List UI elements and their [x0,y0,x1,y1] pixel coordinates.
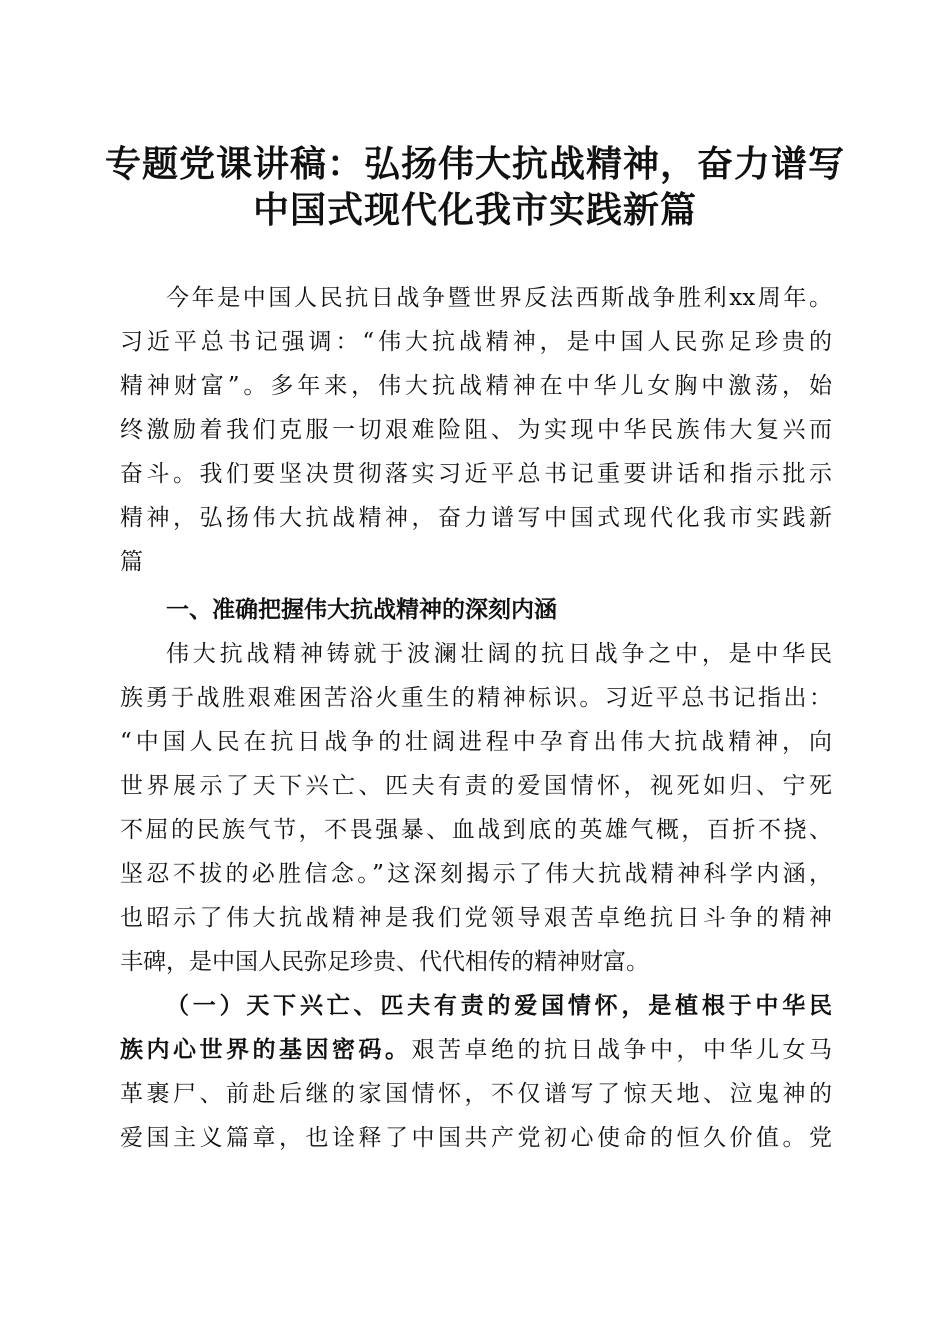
text-line: 奋斗。我们要坚决贯彻落实习近平总书记重要讲话和指示批示 [120,461,832,487]
text-line: “中国人民在抗日战争的壮阔进程中孕育出伟大抗战精神，向 [120,729,832,755]
text-line: 伟大抗战精神铸就于波澜壮阔的抗日战争之中，是中华民 [166,641,832,667]
text-line: 丰碑，是中国人民弥足珍贵、代代相传的精神财富。 [120,949,649,975]
document-title-line-1: 专题党课讲稿：弘扬伟大抗战精神，奋力谱写 [104,143,845,185]
text-line: 坚忍不拔的必胜信念。”这深刻揭示了伟大抗战精神科学内涵， [120,861,832,887]
text-span: 艰苦卓绝的抗日战争中，中华儿女马 [411,1037,832,1063]
subsection-heading-end: 族内心世界的基因密码。 [120,1036,412,1063]
text-line: 爱国主义篇章，也诠释了中国共产党初心使命的恒久价值。党 [120,1125,832,1151]
text-line: 习近平总书记强调：“伟大抗战精神，是中国人民弥足珍贵的 [120,329,832,355]
text-line: 世界展示了天下兴亡、匹夫有责的爱国情怀，视死如归、宁死 [120,773,832,799]
text-line: 今年是中国人民抗日战争暨世界反法西斯战争胜利xx周年。 [166,285,832,311]
subsection-heading-line: （一）天下兴亡、匹夫有责的爱国情怀，是植根于中华民 [166,992,832,1019]
paragraph-intro [120,276,832,1160]
text-line [120,1028,832,1072]
document-title-line-2: 中国式现代化我市实践新篇 [252,189,697,231]
text-line: 族勇于战胜艰难困苦浴火重生的精神标识。习近平总书记指出： [120,685,832,711]
text-line: 革裹尸、前赴后继的家国情怀，不仅谱写了惊天地、泣鬼神的 [120,1081,832,1107]
text-line: 不屈的民族气节，不畏强暴、血战到底的英雄气概，百折不挠、 [120,817,832,843]
text-line: 也昭示了伟大抗战精神是我们党领导艰苦卓绝抗日斗争的精神 [120,905,832,931]
text-line: 篇 [120,549,143,575]
text-line: 精神，弘扬伟大抗战精神，奋力谱写中国式现代化我市实践新 [120,505,832,531]
text-line: 精神财富”。多年来，伟大抗战精神在中华儿女胸中激荡，始 [120,373,832,399]
section-heading: 一、准确把握伟大抗战精神的深刻内涵 [166,597,557,623]
text-line: 终激励着我们克服一切艰难险阻、为实现中华民族伟大复兴而 [120,417,832,443]
